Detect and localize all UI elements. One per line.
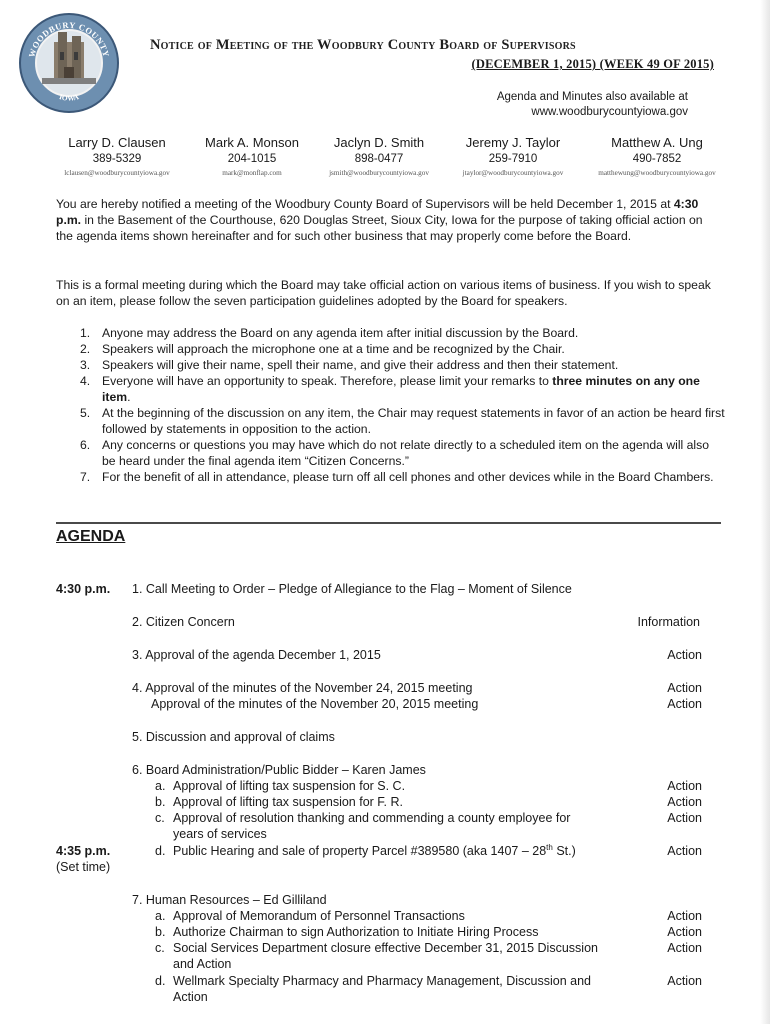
agenda-subitem: a. Approval of lifting tax suspension for S. C. [155,779,406,793]
seal-text-top: WOODBURY COUNTY [26,19,112,59]
guideline-item: 6. Any concerns or questions you may have which do not relate directly to a scheduled item on the agenda will also be heard under the final agenda item “Citizen Concerns.” [80,438,710,468]
availability-text: Agenda and Minutes also available at [496,91,688,103]
guideline-item: 1. Anyone may address the Board on any agenda item after initial discussion by the Board. [80,326,579,340]
agenda-subitem: d. Wellmark Specialty Pharmacy and Pharmacy Management, Discussion and [155,974,592,988]
member-ung [582,135,732,177]
set-time-note: (Set time) [56,860,111,874]
time-limit: three minutes on any one item [102,374,700,404]
member-taylor [446,135,580,177]
member-phone: 389-5329 [92,153,142,165]
member-email[interactable]: jsmith@woodburycountyiowa.gov [329,169,429,177]
meeting-notice-paragraph [56,196,716,244]
agenda-subitem: d. Public Hearing and sale of property Parcel #389580 (aka 1407 – 28th St.) [155,842,576,858]
member-monson [192,135,312,177]
county-seal-logo [18,12,120,114]
website-link[interactable]: www.woodburycountyiowa.gov [531,106,688,118]
agenda-item-1: 1. Call Meeting to Order – Pledge of Allegiance to the Flag – Moment of Silence [132,582,572,596]
member-clausen [52,135,182,177]
agenda-item-3: 3. Approval of the agenda December 1, 2015 [132,648,381,662]
member-email[interactable]: matthewung@woodburycountyiowa.gov [598,169,716,177]
notice-date: (DECEMBER 1, 2015) (WEEK 49 OF 2015) [471,57,714,71]
agenda-subitem-continued: years of services [173,827,267,841]
agenda-subitem: b. Approval of lifting tax suspension for F. R. [155,795,403,809]
member-name: Larry D. Clausen [68,135,166,150]
notice-text-a: You are hereby notified a meeting of the Woodbury County Board of Supervisors will be held December 1, 2015 at [56,197,674,211]
section-divider [56,522,721,524]
member-phone: 490-7852 [632,153,682,165]
agenda-subitem: c. Social Services Department closure effective December 31, 2015 Discussion [155,941,598,955]
page-edge-shadow [760,0,770,1024]
status-label: Action [667,779,702,793]
agenda-item-4: 4. Approval of the minutes of the November 24, 2015 meeting [132,681,473,695]
status-label: Action [667,811,702,825]
status-label: Action [667,844,702,858]
agenda-item-4-second: Approval of the minutes of the November 20, 2015 meeting [151,697,479,711]
start-time: 4:30 p.m. [56,582,111,596]
status-label: Action [667,697,702,711]
status-label: Action [667,648,702,662]
set-time: 4:35 p.m. [56,844,111,858]
agenda-heading: AGENDA [56,528,126,545]
agenda-item-5: 5. Discussion and approval of claims [132,730,335,744]
member-name: Matthew A. Ung [611,135,703,150]
status-label: Action [667,925,702,939]
agenda-subitem: a. Approval of Memorandum of Personnel Transactions [155,909,465,923]
guideline-item: 3. Speakers will give their name, spell their name, and give their address and then their statement. [80,358,619,372]
agenda-item-2: 2. Citizen Concern [132,615,235,629]
status-label: Action [667,974,702,988]
member-name: Mark A. Monson [205,135,299,150]
status-label: Information [637,615,700,629]
agenda-item-7: 7. Human Resources – Ed Gilliland [132,893,327,907]
member-smith [314,135,444,177]
agenda-item-6: 6. Board Administration/Public Bidder – Karen James [132,763,426,777]
member-name: Jeremy J. Taylor [465,135,561,150]
agenda-subitem-continued: and Action [173,957,232,971]
status-label: Action [667,909,702,923]
member-email[interactable]: lclausen@woodburycountyiowa.gov [64,169,170,177]
member-phone: 259-7910 [488,153,538,165]
agenda-subitem-continued: Action [173,990,208,1004]
board-members [52,135,732,181]
status-label: Action [667,681,702,695]
formal-meeting-paragraph: This is a formal meeting during which the Board may take official action on various items of business. If you wish to speak on an item, please follow the seven participation guidelines adopted by the Board for speakers. [56,278,711,308]
member-phone: 204-1015 [227,153,277,165]
agenda-subitem: b. Authorize Chairman to sign Authorization to Initiate Hiring Process [155,925,539,939]
guideline-item: 7. For the benefit of all in attendance, please turn off all cell phones and other devices while in the Board Chambers. [80,470,714,484]
guideline-item: 5. At the beginning of the discussion on any item, the Chair may request statements in favor of an action be heard first followed by statements in opposition to the action. [80,406,725,436]
notice-title: Notice of Meeting of the Woodbury County Board of Supervisors [150,37,576,53]
notice-text-b: in the Basement of the Courthouse, 620 Douglas Street, Sioux City, Iowa for the purpose of taking official action on the agenda items shown hereinafter and for such other business that may properly come before the Board. [56,213,703,243]
agenda-subitem: c. Approval of resolution thanking and commending a county employee for [155,811,571,825]
member-email[interactable]: mark@monflap.com [222,169,282,177]
status-label: Action [667,941,702,955]
member-email[interactable]: jtaylor@woodburycountyiowa.gov [462,169,564,177]
guideline-item: 2. Speakers will approach the microphone one at a time and be recognized by the Chair. [80,342,565,356]
notice-time: 4:30 p.m. [56,197,699,227]
seal-text-bottom: IOWA [58,92,80,103]
status-label: Action [667,795,702,809]
availability-note [497,90,688,120]
member-phone: 898-0477 [354,153,404,165]
participation-guidelines [80,325,725,485]
member-name: Jaclyn D. Smith [333,135,425,150]
guideline-item: 4. Everyone will have an opportunity to speak. Therefore, please limit your remarks to three minutes on any one item. [80,374,700,404]
